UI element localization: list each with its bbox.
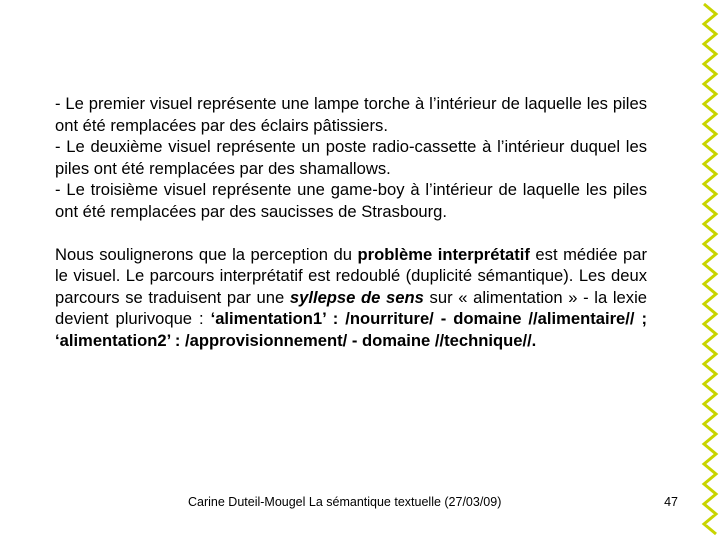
visual-item-3: - Le troisième visuel représente une game-boy à l’intérieur de laquelle les piles ont été remplacées par des saucisses de Strasbourg. <box>55 180 647 221</box>
analysis-text-2: est médiée par le visuel. Le parcours interprétatif est redoublé (duplicité sémantique). Les deux parcours se traduisent par une <box>55 244 648 307</box>
visual-item-1: - Le premier visuel représente une lampe torche à l’intérieur de laquelle les piles ont été remplacées par des éclairs pâtissiers. <box>55 94 647 135</box>
page-number: 47 <box>664 495 678 509</box>
footer-caption: Carine Duteil-Mougel La sémantique textuelle (27/03/09) <box>188 495 502 509</box>
analysis-term-syllepse: syllepse de sens <box>289 287 424 307</box>
analysis-definitions: ‘alimentation1’ : /nourriture/ - domaine //alimentaire// ; ‘alimentation2’ : /approvisionnement/ - domaine //technique//. <box>55 309 647 350</box>
analysis-paragraph <box>55 244 647 352</box>
slide-body <box>55 93 647 351</box>
zigzag-border-decoration <box>700 0 720 540</box>
analysis-term-problem: problème interprétatif <box>357 244 530 264</box>
visual-item-2: - Le deuxième visuel représente un poste radio-cassette à l’intérieur duquel les piles ont été remplacées par des shamallows. <box>55 137 647 178</box>
analysis-text-3: sur « alimentation » - la lexie devient plurivoque : <box>55 287 647 328</box>
analysis-text-1: Nous soulignerons que la perception du <box>55 244 358 264</box>
